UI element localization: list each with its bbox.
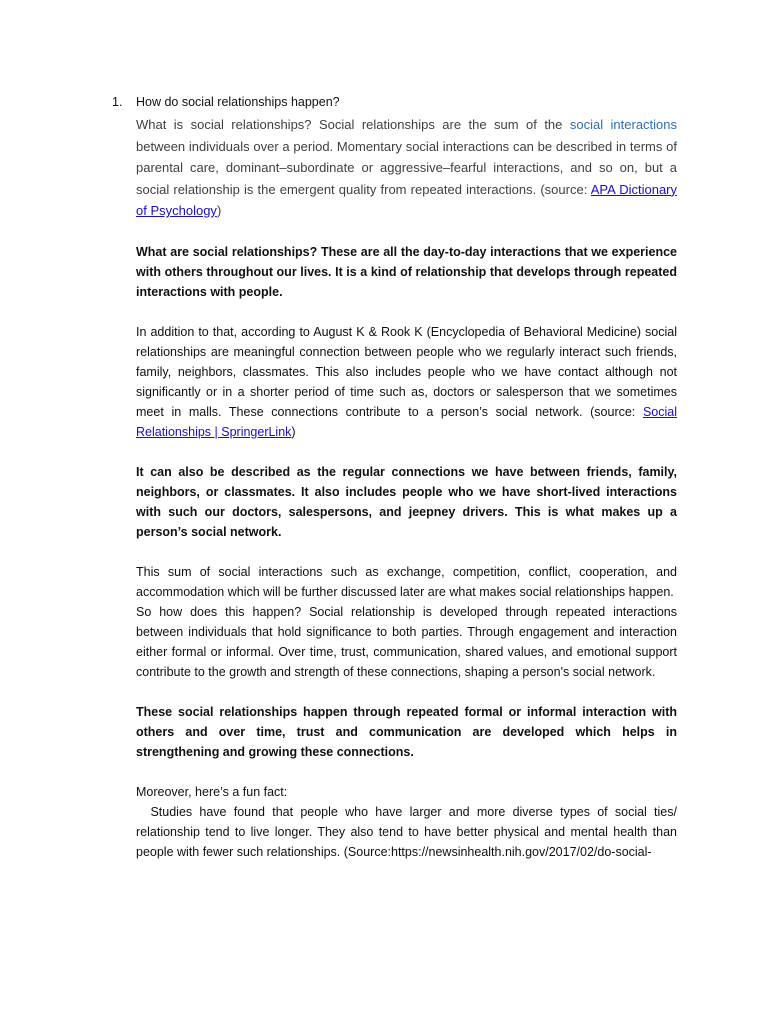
paragraph-text: between individuals over a period. Momentary social interactions can be described in terms of parental care, dominant–subordinate or aggressive–fearful interactions, and so on, but a social relationship is the emergent quality from repeated interactions. (source: [136,138,677,197]
summary-paragraph-2: It can also be described as the regular connections we have between friends, family, neighbors, or classmates. It also includes people who we have short-lived interactions with such our doctors, salespersons, and jeepney drivers. This is what makes up a person’s social network. [136,464,677,539]
apa-definition-paragraph [136,114,677,222]
paragraph-text: ) [291,424,296,439]
question-heading [112,92,340,112]
summary-paragraph-1: What are social relationships? These are all the day-to-day interactions that we experience with others throughout our lives. It is a kind of relationship that develops through repeated interactions with people. [136,244,677,299]
how-it-happens-paragraph: So how does this happen? Social relationship is developed through repeated interactions between individuals that hold significance to both parties. Through engagement and interaction either formal or informal. Over time, trust, communication, shared values, and emotional support contribute to the growth and strength of these connections, shaping a person's social network. [136,604,677,679]
paragraph-text: ) [216,203,222,218]
interactions-paragraph: This sum of social interactions such as exchange, competition, conflict, cooperation, and accommodation which will be further discussed later are what makes social relationships happen. [136,564,677,599]
springer-paragraph [136,322,677,442]
list-number: 1. [112,95,123,109]
paragraph-text: In addition to that, according to August K & Rook K (Encyclopedia of Behavioral Medicine) social relationships are meaningful connection between people who we regularly interact such friends, family, neighbors, classmates. This also includes people who we have contact although not significantly or in a shorter period of time such as, doctors or salesperson that we sometimes meet in malls. These connections contribute to a person’s social network. (source: [136,324,677,419]
springerlink-link[interactable]: Social Relationships | SpringerLink [136,404,677,439]
question-text: How do social relationships happen? [136,95,340,109]
answer-body [136,114,681,862]
fun-fact-paragraph: Studies have found that people who have larger and more diverse types of social ties/ relationship tend to live longer. They also tend to have better physical and mental health than people with fewer such relationships. (Source:https://newsinhealth.nih.gov/2017/02/do-social- [136,804,681,859]
fun-fact-intro: Moreover, here’s a fun fact: [136,784,288,799]
apa-dictionary-link[interactable]: APA Dictionary of Psychology [136,181,677,218]
social-interactions-link[interactable]: social interactions [569,117,678,132]
summary-paragraph-3: These social relationships happen through repeated formal or informal interaction with others and over time, trust and communication are developed which helps in strengthening and growing these connections. [136,704,677,759]
paragraph-text: What is social relationships? Social relationships are the sum of the [136,117,570,132]
